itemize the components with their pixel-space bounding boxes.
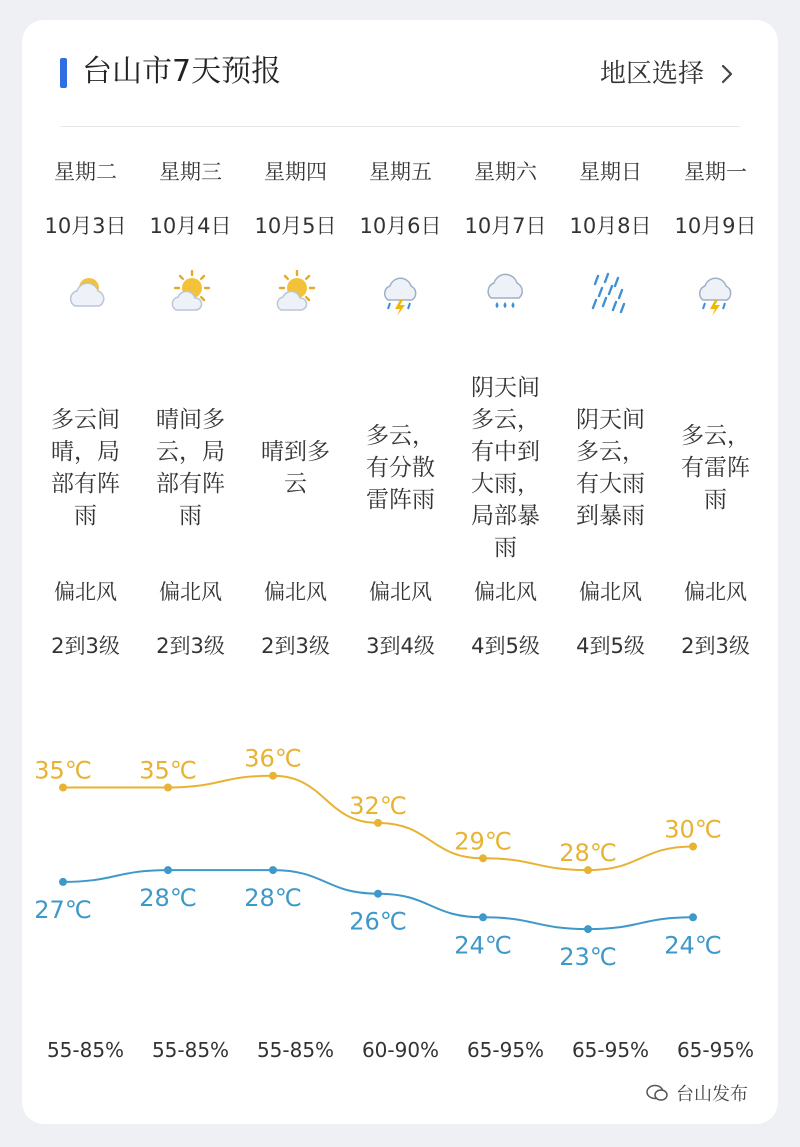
low-temp-label: 24℃ bbox=[454, 931, 512, 960]
date-label: 10月3日 bbox=[44, 214, 127, 238]
weekday-label: 星期四 bbox=[264, 160, 327, 184]
low-temp-point bbox=[479, 913, 487, 921]
humidity-range: 65-95% bbox=[466, 1038, 545, 1062]
weather-description-text: 多云，有雷阵雨 bbox=[681, 423, 750, 513]
weekday-label: 星期二 bbox=[54, 160, 117, 184]
low-temp-label: 24℃ bbox=[664, 931, 722, 960]
low-temp-point bbox=[59, 878, 67, 886]
low-temp-label: 28℃ bbox=[244, 884, 302, 913]
weather-description-text: 阴天间多云，有中到大雨，局部暴雨 bbox=[471, 375, 540, 561]
low-temp-label: 23℃ bbox=[559, 943, 617, 972]
humidity-range: 65-95% bbox=[676, 1038, 755, 1062]
high-temp-label: 30℃ bbox=[664, 815, 722, 844]
weekday-label: 星期六 bbox=[474, 160, 537, 184]
high-temp-label: 29℃ bbox=[454, 827, 512, 856]
high-temp-point bbox=[689, 843, 697, 851]
low-temp-label: 28℃ bbox=[139, 884, 197, 913]
low-temp-label: 26℃ bbox=[349, 907, 407, 936]
high-temp-label: 36℃ bbox=[244, 744, 302, 773]
humidity-range: 55-85% bbox=[46, 1038, 125, 1062]
high-temp-label: 28℃ bbox=[559, 839, 617, 868]
date-label: 10月4日 bbox=[149, 214, 232, 238]
page-title: 台山市7天预报 bbox=[82, 54, 282, 89]
wind-level: 3到4级 bbox=[366, 634, 435, 658]
wechat-icon bbox=[646, 1084, 668, 1102]
weekday-label: 星期一 bbox=[684, 160, 747, 184]
humidity-range: 55-85% bbox=[256, 1038, 335, 1062]
footer-brand bbox=[646, 1080, 748, 1106]
wind-direction: 偏北风 bbox=[264, 580, 327, 604]
high-temp-label: 32℃ bbox=[349, 791, 407, 820]
region-select-label: 地区选择 bbox=[599, 59, 704, 89]
date-label: 10月7日 bbox=[464, 214, 547, 238]
low-temp-point bbox=[269, 866, 277, 874]
weekday-label: 星期日 bbox=[579, 160, 642, 184]
footer-brand-label: 台山发布 bbox=[676, 1084, 748, 1105]
weather-description-text: 多云，有分散雷阵雨 bbox=[366, 423, 435, 513]
low-temp-point bbox=[689, 913, 697, 921]
low-temp-point bbox=[584, 925, 592, 933]
wind-level: 4到5级 bbox=[576, 634, 645, 658]
humidity-range: 60-90% bbox=[361, 1038, 440, 1062]
wind-direction: 偏北风 bbox=[54, 580, 117, 604]
wind-level: 2到3级 bbox=[51, 634, 120, 658]
weather-description-text: 晴间多云，局部有阵雨 bbox=[156, 407, 225, 529]
humidity-range: 65-95% bbox=[571, 1038, 650, 1062]
date-label: 10月8日 bbox=[569, 214, 652, 238]
forecast-card bbox=[22, 20, 778, 1124]
high-temp-label: 35℃ bbox=[139, 756, 197, 785]
date-label: 10月9日 bbox=[674, 214, 757, 238]
wind-direction: 偏北风 bbox=[579, 580, 642, 604]
high-temp-point bbox=[59, 784, 67, 792]
weather-description-text: 阴天间多云，有大雨到暴雨 bbox=[576, 407, 645, 529]
wind-direction: 偏北风 bbox=[159, 580, 222, 604]
low-temp-point bbox=[374, 890, 382, 898]
high-temp-point bbox=[584, 866, 592, 874]
low-temp-point bbox=[164, 866, 172, 874]
date-label: 10月6日 bbox=[359, 214, 442, 238]
high-temp-point bbox=[164, 784, 172, 792]
wind-level: 4到5级 bbox=[471, 634, 540, 658]
wind-direction: 偏北风 bbox=[684, 580, 747, 604]
wind-direction: 偏北风 bbox=[369, 580, 432, 604]
weekday-label: 星期三 bbox=[159, 160, 222, 184]
date-label: 10月5日 bbox=[254, 214, 337, 238]
wind-level: 2到3级 bbox=[156, 634, 225, 658]
high-temp-label: 35℃ bbox=[34, 756, 92, 785]
weather-description-text: 晴到多云 bbox=[261, 439, 330, 497]
high-temp-point bbox=[269, 772, 277, 780]
weekday-label: 星期五 bbox=[369, 160, 432, 184]
wind-level: 2到3级 bbox=[681, 634, 750, 658]
humidity-range: 55-85% bbox=[151, 1038, 230, 1062]
wind-level: 2到3级 bbox=[261, 634, 330, 658]
wind-direction: 偏北风 bbox=[474, 580, 537, 604]
high-temp-point bbox=[374, 819, 382, 827]
low-temp-label: 27℃ bbox=[34, 895, 92, 924]
weather-description-text: 多云间晴，局部有阵雨 bbox=[51, 407, 120, 529]
high-temp-point bbox=[479, 854, 487, 862]
temperature-chart bbox=[22, 20, 778, 1124]
